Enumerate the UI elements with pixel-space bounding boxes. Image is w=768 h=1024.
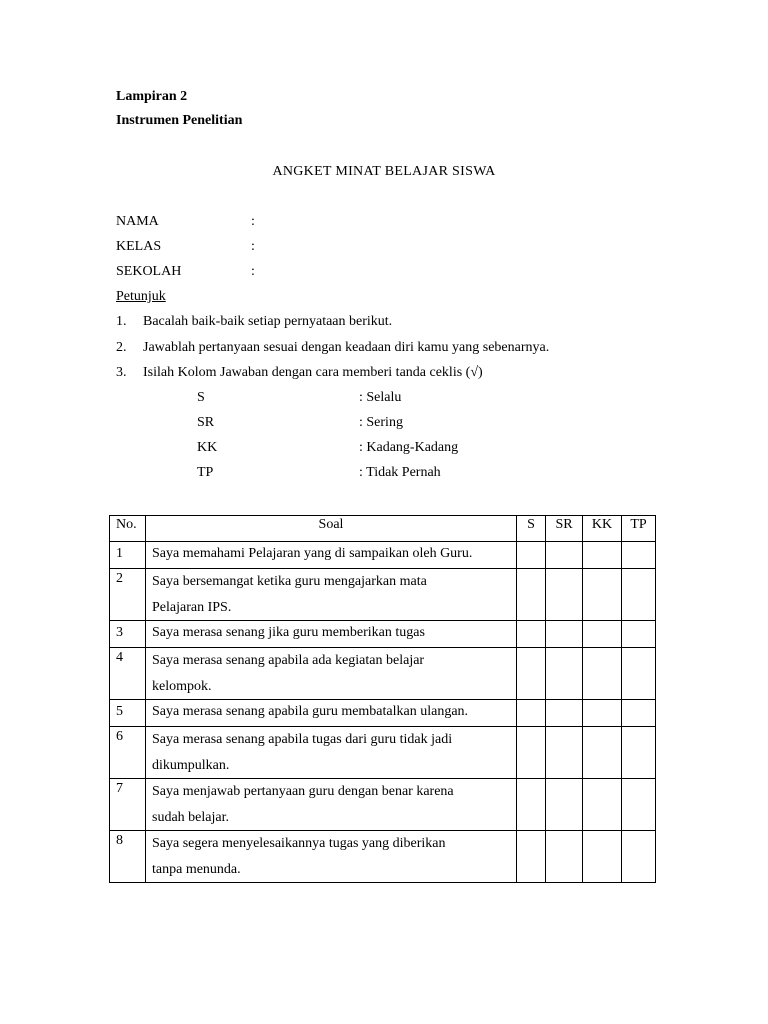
identity-colon-name: : <box>251 214 255 229</box>
answer-cell-tp[interactable] <box>622 648 656 700</box>
header-sr: SR <box>546 516 583 542</box>
table-row <box>110 831 656 883</box>
question-line: Saya menjawab pertanyaan guru dengan benar karena <box>152 784 454 799</box>
identity-colon-school: : <box>251 264 255 279</box>
answer-cell-sr[interactable] <box>546 727 583 779</box>
question-line: Pelajaran IPS. <box>152 599 232 615</box>
legend-code: TP <box>197 465 214 480</box>
answer-cell-sr[interactable] <box>546 542 583 569</box>
question-line: Saya segera menyelesaikannya tugas yang diberikan <box>152 836 446 851</box>
answer-cell-tp[interactable] <box>622 569 656 621</box>
legend-meaning: : Tidak Pernah <box>359 465 441 480</box>
answer-cell-kk[interactable] <box>583 569 622 621</box>
identity-label-name: NAMA <box>116 214 159 229</box>
question-text <box>146 648 517 700</box>
legend-code: KK <box>197 440 218 455</box>
row-number: 1 <box>110 542 146 569</box>
question-text <box>146 569 517 621</box>
table-row <box>110 621 656 648</box>
instruction-number: 3. <box>116 365 127 380</box>
table-row <box>110 569 656 621</box>
answer-cell-s[interactable] <box>517 542 546 569</box>
answer-cell-s[interactable] <box>517 621 546 648</box>
identity-label-class: KELAS <box>116 239 162 254</box>
answer-cell-kk[interactable] <box>583 621 622 648</box>
instruction-text: Jawablah pertanyaan sesuai dengan keadaan diri kamu yang sebenarnya. <box>143 340 550 355</box>
row-number: 4 <box>110 648 146 700</box>
answer-cell-s[interactable] <box>517 648 546 700</box>
question-line: tanpa menunda. <box>152 861 241 877</box>
answer-cell-sr[interactable] <box>546 569 583 621</box>
table-row <box>110 779 656 831</box>
legend-code: S <box>197 390 205 405</box>
answer-cell-kk[interactable] <box>583 648 622 700</box>
legend-meaning: : Kadang-Kadang <box>359 440 459 455</box>
question-text <box>146 831 517 883</box>
header-no: No. <box>110 516 146 542</box>
question-line: dikumpulkan. <box>152 757 230 773</box>
instruction-number: 2. <box>116 340 127 355</box>
instructions-heading: Petunjuk <box>116 289 166 304</box>
answer-cell-tp[interactable] <box>622 700 656 727</box>
answer-cell-tp[interactable] <box>622 621 656 648</box>
answer-cell-s[interactable] <box>517 569 546 621</box>
legend-meaning: : Selalu <box>359 390 402 405</box>
answer-cell-sr[interactable] <box>546 648 583 700</box>
question-line: Saya merasa senang apabila tugas dari guru tidak jadi <box>152 732 453 747</box>
appendix-label: Lampiran 2 <box>116 89 188 104</box>
row-number: 3 <box>110 621 146 648</box>
answer-cell-sr[interactable] <box>546 831 583 883</box>
question-line: Saya bersemangat ketika guru mengajarkan mata <box>152 574 427 589</box>
answer-cell-kk[interactable] <box>583 700 622 727</box>
legend-code: SR <box>197 415 215 430</box>
answer-cell-tp[interactable] <box>622 727 656 779</box>
question-text <box>146 779 517 831</box>
questionnaire-title: ANGKET MINAT BELAJAR SISWA <box>272 164 496 179</box>
identity-label-school: SEKOLAH <box>116 264 182 279</box>
document-subtitle: Instrumen Penelitian <box>116 113 243 128</box>
row-number: 7 <box>110 779 146 831</box>
answer-cell-tp[interactable] <box>622 831 656 883</box>
answer-cell-kk[interactable] <box>583 542 622 569</box>
answer-cell-s[interactable] <box>517 831 546 883</box>
instruction-number: 1. <box>116 314 127 329</box>
question-line: Saya merasa senang apabila guru membatalkan ulangan. <box>152 704 469 719</box>
header-soal: Soal <box>146 516 517 542</box>
questionnaire-table <box>109 515 656 883</box>
question-line: sudah belajar. <box>152 809 229 825</box>
question-line: Saya merasa senang apabila ada kegiatan belajar <box>152 653 425 668</box>
row-number: 8 <box>110 831 146 883</box>
legend-meaning: : Sering <box>359 415 403 430</box>
answer-cell-s[interactable] <box>517 700 546 727</box>
question-line: kelompok. <box>152 678 212 694</box>
question-text <box>146 727 517 779</box>
header-tp: TP <box>622 516 656 542</box>
answer-cell-kk[interactable] <box>583 727 622 779</box>
instruction-text: Bacalah baik-baik setiap pernyataan berikut. <box>143 314 393 329</box>
answer-cell-s[interactable] <box>517 727 546 779</box>
question-line: Saya merasa senang jika guru memberikan tugas <box>152 625 425 640</box>
answer-cell-sr[interactable] <box>546 700 583 727</box>
answer-cell-sr[interactable] <box>546 779 583 831</box>
table-row <box>110 648 656 700</box>
answer-cell-s[interactable] <box>517 779 546 831</box>
question-line: Saya memahami Pelajaran yang di sampaikan oleh Guru. <box>152 546 473 561</box>
row-number: 5 <box>110 700 146 727</box>
instruction-text: Isilah Kolom Jawaban dengan cara memberi tanda ceklis (√) <box>143 365 483 380</box>
question-text <box>146 542 517 569</box>
table-row <box>110 542 656 569</box>
table-header-row <box>110 516 656 542</box>
table-row <box>110 700 656 727</box>
question-text <box>146 621 517 648</box>
identity-colon-class: : <box>251 239 255 254</box>
header-s: S <box>517 516 546 542</box>
row-number: 2 <box>110 569 146 621</box>
answer-cell-tp[interactable] <box>622 542 656 569</box>
answer-cell-sr[interactable] <box>546 621 583 648</box>
header-kk: KK <box>583 516 622 542</box>
answer-cell-tp[interactable] <box>622 779 656 831</box>
answer-cell-kk[interactable] <box>583 779 622 831</box>
answer-cell-kk[interactable] <box>583 831 622 883</box>
row-number: 6 <box>110 727 146 779</box>
table-row <box>110 727 656 779</box>
question-text <box>146 700 517 727</box>
